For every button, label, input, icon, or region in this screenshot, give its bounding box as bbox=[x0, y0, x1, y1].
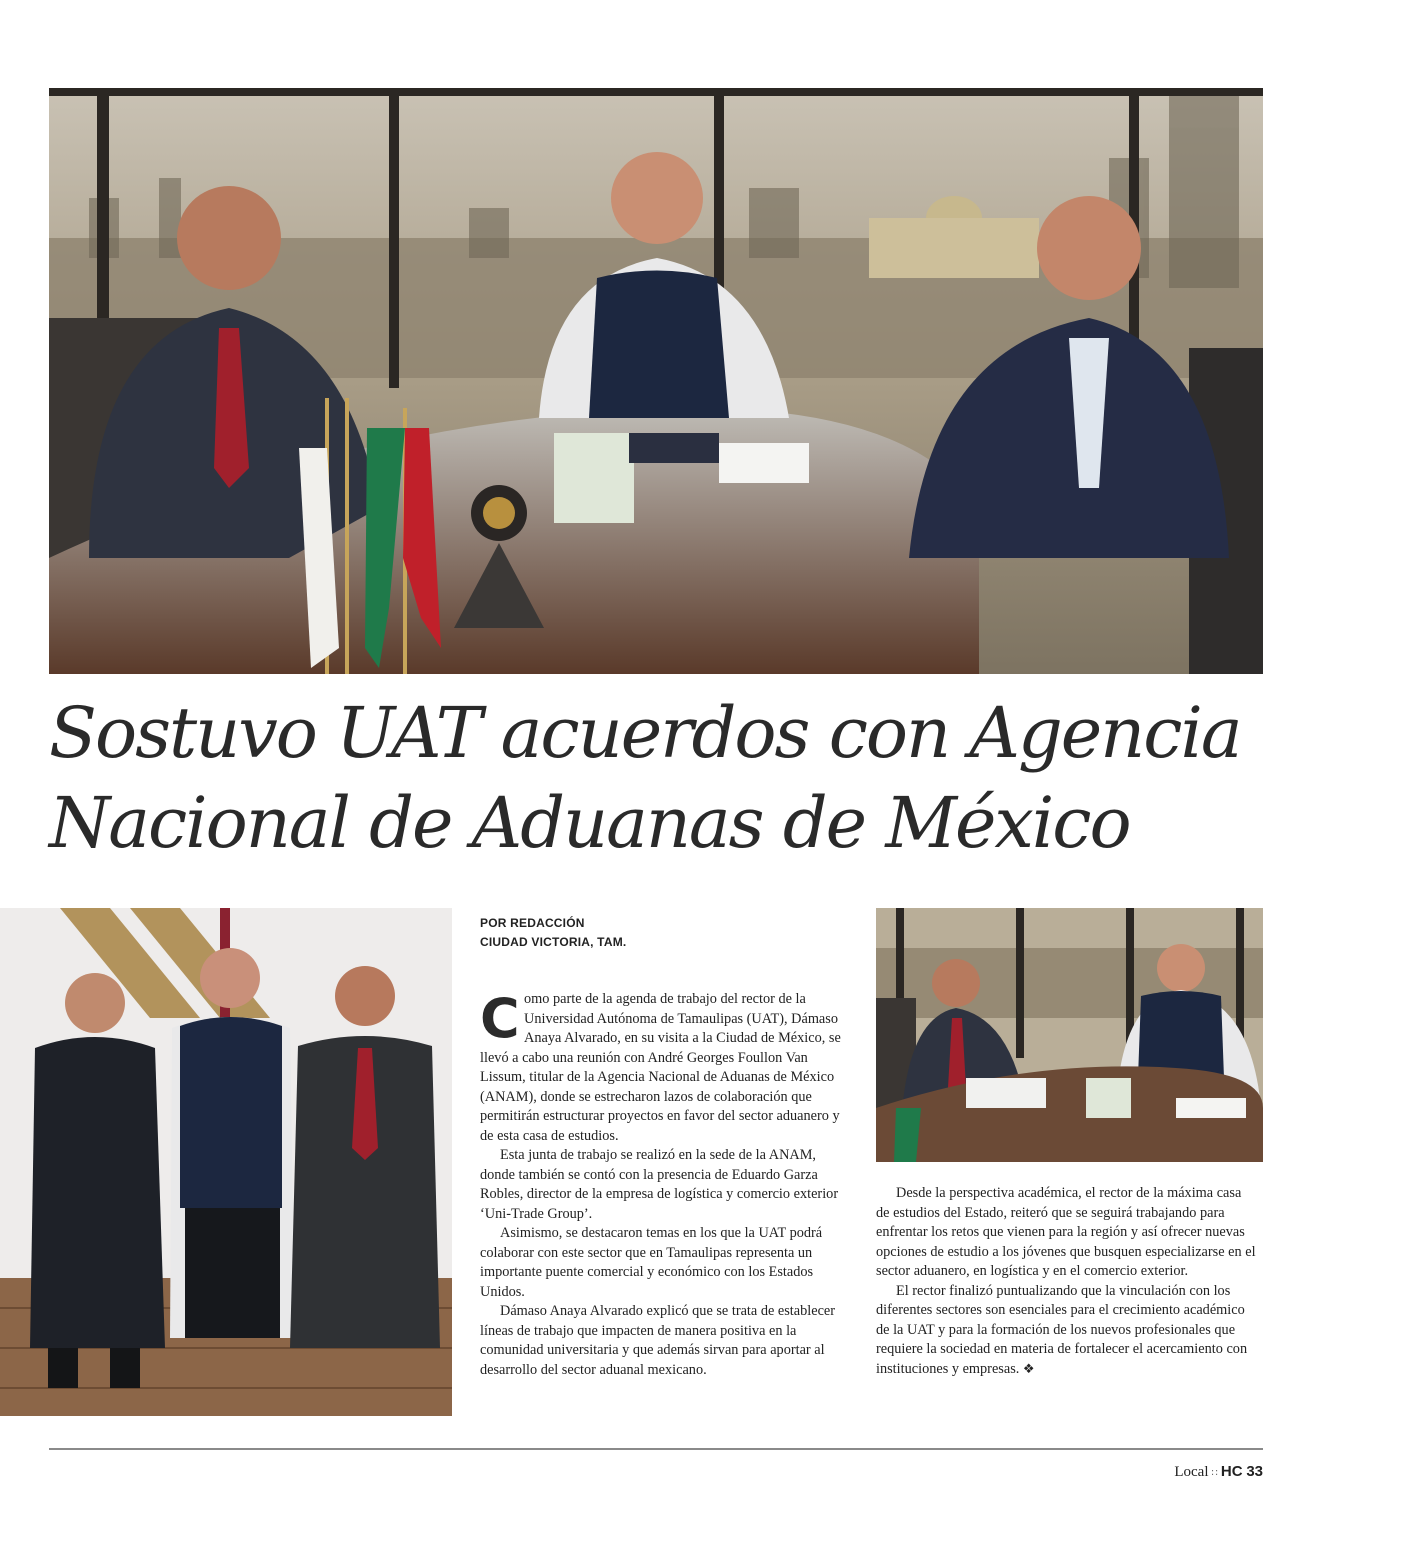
folio-separator-icon: ∷ bbox=[1211, 1468, 1218, 1479]
group-standing-photo bbox=[0, 908, 452, 1416]
page-number: 33 bbox=[1246, 1463, 1263, 1480]
paragraph-1 bbox=[480, 987, 842, 1146]
article-body-column-1 bbox=[480, 987, 842, 1380]
byline bbox=[480, 914, 626, 952]
hero-photo bbox=[49, 88, 1263, 674]
paragraph-6 bbox=[876, 1282, 1256, 1380]
article-body-column-2 bbox=[876, 1184, 1256, 1379]
paragraph-6-text: El rector finalizó puntualizando que la vinculación con los diferentes sectores son esenciales para el crecimiento académico de la UAT y para la formación de los nuevos profesionales que requiere la sociedad en materia de fortalecer el acercamiento con instituciones y empresas. bbox=[876, 1282, 1248, 1377]
meeting-table-photo bbox=[49, 88, 1263, 674]
headline-line-2: Nacional de Aduanas de México bbox=[49, 782, 1130, 864]
headline-line-1: Sostuvo UAT acuerdos con Agencia bbox=[49, 692, 1241, 774]
publication-name: HC bbox=[1220, 1463, 1243, 1480]
end-mark-icon: ❖ bbox=[1022, 1361, 1035, 1377]
group-photo bbox=[0, 908, 452, 1416]
byline-location: CIUDAD VICTORIA, TAM. bbox=[480, 935, 627, 949]
section-name: Local bbox=[1174, 1464, 1209, 1480]
article-headline bbox=[49, 688, 1263, 868]
paragraph-5: Desde la perspectiva académica, el rector de la máxima casa de estudios del Estado, reiteró que se seguirá trabajando para enfrentar los retos que vienen para la región y así ofrecer nuevas opciones de estudio a los jóvenes que busquen especializarse en el sector aduanero, en logística y en el comercio exterior. bbox=[876, 1185, 1256, 1279]
paragraph-4: Dámaso Anaya Alvarado explicó que se trata de establecer líneas de trabajo que impacten de manera positiva en la comunidad universitaria y que además sirvan para aportar al desarrollo del sector aduanal mexicano. bbox=[480, 1303, 836, 1378]
dropcap: C bbox=[480, 987, 520, 1050]
meeting-two-photo bbox=[876, 908, 1263, 1162]
byline-author: POR REDACCIÓN bbox=[480, 916, 585, 930]
page-folio bbox=[1174, 1463, 1263, 1481]
paragraph-1-text: omo parte de la agenda de trabajo del rector de la Universidad Autónoma de Tamaulipas (UAT), Dámaso Anaya Alvarado, en su visita a la Ciudad de México, se llevó a cabo una reunión con André Georges Foullon Van Lissum, titular de la Agencia Nacional de Aduanas de México (ANAM), donde se estrecharon lazos de colaboración que permitirán estructurar proyectos en favor del sector aduanero y de esta casa de estudios. bbox=[480, 991, 841, 1144]
paragraph-3: Asimismo, se destacaron temas en los que la UAT podrá colaborar con este sector que en Tamaulipas representa un importante puente comercial y económico con los Estados Unidos. bbox=[480, 1225, 823, 1300]
footer-rule bbox=[49, 1448, 1263, 1450]
paragraph-2: Esta junta de trabajo se realizó en la sede de la ANAM, donde también se contó con la presencia de Eduardo Garza Robles, director de la empresa de logística y comercio exterior ‘Uni-Trade Group’. bbox=[480, 1147, 839, 1222]
meeting-photo-small bbox=[876, 908, 1263, 1162]
